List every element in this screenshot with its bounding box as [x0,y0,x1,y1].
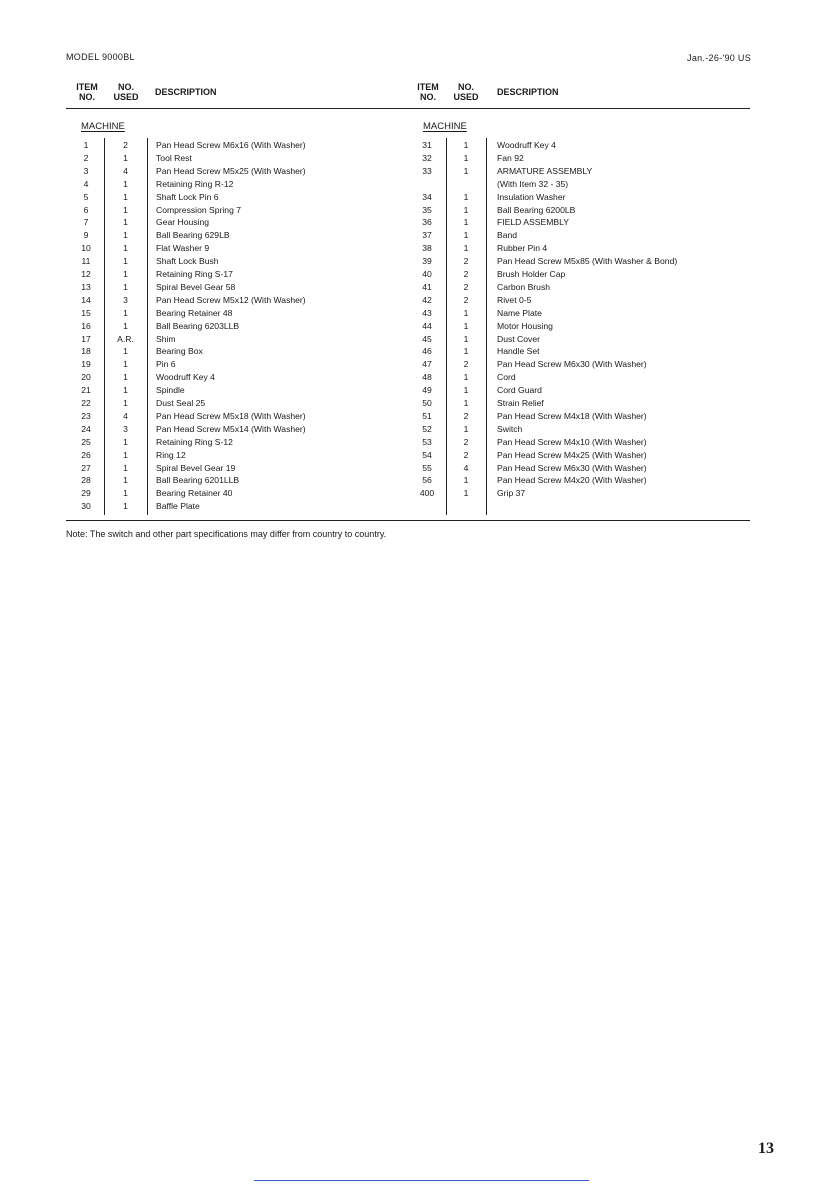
item-number: 3 [83,165,89,176]
item-number: 2 [83,152,89,163]
table-row [66,242,396,255]
quantity-used: 1 [123,359,128,370]
part-description: Retaining Ring R-12 [156,178,234,189]
item-header-line1: ITEM [417,82,439,92]
quantity-used: A.R. [117,333,134,344]
part-description: Fan 92 [497,152,524,163]
item-number: 25 [81,436,91,447]
used-header-line2: USED [453,92,479,102]
table-row [66,165,396,178]
part-description: Woodruff Key 4 [497,140,556,150]
quantity-used: 1 [123,488,128,499]
quantity-used: 1 [123,462,128,473]
table-row [66,307,396,320]
part-description: Pan Head Screw M4x18 (With Washer) [497,410,647,421]
part-description: Pan Head Screw M5x12 (With Washer) [156,294,306,305]
quantity-used: 1 [123,436,128,447]
part-description: Pan Head Screw M4x25 (With Washer) [497,449,647,460]
date-header: Jan.-26-'90 US [687,53,751,63]
item-number: 45 [422,333,432,344]
quantity-used: 1 [123,398,128,408]
table-row [66,462,396,475]
table-row [66,423,396,436]
item-header-line2: NO. [78,92,95,102]
quantity-used: 1 [123,475,128,486]
table-row [408,229,750,242]
table-row [66,294,396,307]
item-number: 32 [422,152,432,163]
table-row [66,500,396,513]
quantity-used: 1 [123,230,128,241]
part-description: Flat Washer 9 [156,243,210,254]
quantity-used: 1 [123,281,128,292]
right-description-header: DESCRIPTION [497,87,559,97]
item-number: 11 [81,256,91,267]
quantity-used: 1 [123,307,128,318]
quantity-used: 1 [463,423,469,434]
table-row [408,191,750,204]
quantity-used: 1 [463,475,469,486]
quantity-used: 1 [123,217,128,228]
part-description: Switch [497,423,523,434]
used-header-line1: NO. [457,82,474,92]
table-row [66,191,396,204]
part-description: Spiral Bevel Gear 58 [156,281,236,292]
model-header: MODEL 9000BL [66,52,135,62]
left-section-title: MACHINE [81,121,125,132]
item-number: 5 [83,191,89,202]
part-description: Shaft Lock Pin 6 [156,191,219,202]
quantity-used: 4 [123,410,128,421]
part-description: Pan Head Screw M5x25 (With Washer) [156,165,306,176]
table-row [408,462,750,475]
table-row [408,268,750,281]
table-row [408,204,750,217]
table-row [408,345,750,358]
item-number: 38 [422,243,432,254]
table-row [408,152,750,165]
table-row [408,358,750,371]
item-number: 33 [422,165,432,176]
item-number: 51 [422,410,432,421]
table-row [408,384,750,397]
part-description: Insulation Washer [497,191,566,202]
quantity-used: 2 [463,410,469,421]
part-description: Dust Seal 25 [156,398,206,408]
quantity-used: 2 [463,436,469,447]
table-row [66,320,396,333]
part-description: Ball Bearing 6200LB [497,204,576,215]
table-row [408,371,750,384]
item-number: 22 [81,398,91,408]
bottom-link-underline [254,1180,589,1181]
table-row [66,204,396,217]
quantity-used: 2 [463,359,469,370]
part-description: Pan Head Screw M5x85 (With Washer & Bond) [497,256,678,267]
table-row [66,333,396,346]
item-number: 9 [83,230,89,241]
table-row [66,152,396,165]
part-description: Bearing Retainer 40 [156,488,233,499]
item-number: 49 [422,385,432,396]
part-description: Pan Head Screw M4x10 (With Washer) [497,436,647,447]
quantity-used: 4 [463,462,469,473]
item-number: 12 [81,269,91,279]
item-number: 7 [83,217,89,228]
quantity-used: 1 [123,204,128,215]
item-number: 34 [422,191,432,202]
quantity-used: 1 [463,191,469,202]
table-row [66,178,396,191]
item-header-line2: NO. [419,92,436,102]
table-row [66,345,396,358]
part-description: Shaft Lock Bush [156,256,219,267]
item-number: 30 [81,501,91,512]
part-description: Ball Bearing 6203LLB [156,320,240,331]
table-row [66,281,396,294]
item-number: 41 [422,281,432,292]
table-row [408,436,750,449]
quantity-used: 1 [123,449,128,460]
used-header-line1: NO. [117,82,134,92]
quantity-used: 1 [463,333,469,344]
part-description: Woodruff Key 4 [156,372,215,383]
item-number: 44 [422,320,432,331]
part-description: Name Plate [497,307,542,318]
quantity-used: 1 [123,243,128,254]
right-no-used-header [447,82,485,102]
left-description-header: DESCRIPTION [155,87,217,97]
table-row [66,436,396,449]
item-number: 16 [81,320,91,331]
quantity-used: 1 [463,307,469,318]
quantity-used: 1 [123,320,128,331]
item-number: 17 [81,333,91,344]
table-row [66,139,396,152]
part-description: Gear Housing [156,217,210,228]
quantity-used: 1 [123,191,128,202]
right-item-no-header [410,82,446,102]
left-item-no-header [70,82,104,102]
right-section-title: MACHINE [423,121,467,132]
item-number: 53 [422,436,432,447]
quantity-used: 4 [123,165,128,176]
table-row [66,410,396,423]
header-rule [66,108,750,109]
quantity-used: 1 [123,346,128,357]
part-description: Ball Bearing 629LB [156,230,230,241]
item-number: 19 [81,359,91,370]
item-number: 28 [81,475,91,486]
item-number: 20 [81,372,91,383]
item-number: 43 [422,307,432,318]
left-no-used-header [107,82,145,102]
item-number: 37 [422,230,432,241]
note-text: Note: The switch and other part specifications may differ from country to country. [66,529,387,539]
part-description: Pan Head Screw M6x16 (With Washer) [156,140,306,150]
table-row [408,397,750,410]
item-number: 15 [81,307,91,318]
quantity-used: 1 [123,501,128,512]
table-row [66,229,396,242]
quantity-used: 1 [463,243,469,254]
part-description: (With Item 32 - 35) [497,178,569,189]
table-row [66,397,396,410]
quantity-used: 1 [463,346,469,357]
quantity-used: 3 [123,423,128,434]
quantity-used: 1 [123,269,128,279]
table-row [66,371,396,384]
quantity-used: 1 [123,178,128,189]
part-description: Rivet 0-5 [497,294,532,305]
quantity-used: 1 [463,488,469,499]
quantity-used: 2 [463,294,469,305]
item-number: 39 [422,256,432,267]
item-number: 27 [81,462,91,473]
item-number: 18 [81,346,91,357]
quantity-used: 2 [463,449,469,460]
quantity-used: 1 [463,217,469,228]
quantity-used: 3 [123,294,128,305]
quantity-used: 1 [123,256,128,267]
part-description: Spiral Bevel Gear 19 [156,462,236,473]
table-row [408,139,750,152]
item-number: 47 [422,359,432,370]
quantity-used: 1 [463,398,469,408]
part-description: Pan Head Screw M6x30 (With Washer) [497,462,647,473]
part-description: Band [497,230,518,241]
table-row [408,178,750,191]
part-description: Bearing Retainer 48 [156,307,233,318]
item-number: 13 [81,281,91,292]
item-number: 1 [83,140,89,150]
table-row [408,294,750,307]
part-description: Baffle Plate [156,501,200,512]
item-number: 23 [81,410,91,421]
quantity-used: 1 [463,320,469,331]
page-number: 13 [758,1140,774,1157]
table-row [66,216,396,229]
item-number: 31 [422,140,432,150]
table-row [408,320,750,333]
table-row [408,165,750,178]
part-description: Ball Bearing 6201LLB [156,475,240,486]
part-description: Carbon Brush [497,281,551,292]
table-row [66,255,396,268]
part-description: Dust Cover [497,333,540,344]
table-row [408,255,750,268]
quantity-used: 1 [463,372,469,383]
item-number: 52 [422,423,432,434]
part-description: Pan Head Screw M4x20 (With Washer) [497,475,647,486]
quantity-used: 1 [463,204,469,215]
item-number: 6 [83,204,89,215]
table-row [408,410,750,423]
quantity-used: 2 [463,256,469,267]
item-number: 36 [422,217,432,228]
item-number: 10 [81,243,91,254]
part-description: Retaining Ring S-12 [156,436,233,447]
part-description: Tool Rest [156,152,192,163]
item-number: 26 [81,449,91,460]
footer-rule [66,520,750,521]
item-number: 54 [422,449,432,460]
part-description: Pan Head Screw M5x18 (With Washer) [156,410,306,421]
table-row [66,358,396,371]
part-description: ARMATURE ASSEMBLY [497,165,593,176]
table-row [408,281,750,294]
part-description: Motor Housing [497,320,553,331]
quantity-used: 1 [463,140,469,150]
table-row [408,333,750,346]
item-number: 21 [81,385,91,396]
quantity-used: 2 [463,269,469,279]
item-header-line1: ITEM [76,82,98,92]
table-row [408,216,750,229]
used-header-line2: USED [113,92,139,102]
table-row [66,449,396,462]
part-description: Pan Head Screw M6x30 (With Washer) [497,359,647,370]
part-description: Pan Head Screw M5x14 (With Washer) [156,423,306,434]
item-number: 4 [83,178,89,189]
part-description: Shim [156,333,176,344]
quantity-used: 2 [123,140,128,150]
table-row [408,423,750,436]
item-number: 40 [422,269,432,279]
quantity-used: 1 [123,385,128,396]
item-number: 35 [422,204,432,215]
part-description: FIELD ASSEMBLY [497,217,569,228]
part-description: Pin 6 [156,359,176,370]
part-description: Spindle [156,385,185,396]
item-number: 24 [81,423,91,434]
part-description: Retaining Ring S-17 [156,269,233,279]
table-row [408,242,750,255]
table-row [66,487,396,500]
item-number: 42 [422,294,432,305]
part-description: Rubber Pin 4 [497,243,548,254]
quantity-used: 1 [463,152,469,163]
item-number: 46 [422,346,432,357]
table-row [408,487,750,500]
part-description: Bearing Box [156,346,203,357]
part-description: Strain Relief [497,398,544,408]
part-description: Brush Holder Cap [497,269,566,279]
part-description: Compression Spring 7 [156,204,242,215]
quantity-used: 1 [123,372,128,383]
quantity-used: 2 [463,281,469,292]
table-row [66,384,396,397]
quantity-used: 1 [463,385,469,396]
table-row [408,474,750,487]
part-description: Cord [497,372,516,383]
quantity-used: 1 [463,165,469,176]
item-number: 29 [81,488,91,499]
part-description: Cord Guard [497,385,542,396]
quantity-used: 1 [123,152,128,163]
table-row [66,268,396,281]
table-row [66,474,396,487]
item-number: 56 [422,475,432,486]
item-number: 55 [422,462,432,473]
table-row [408,307,750,320]
part-description: Ring 12 [156,449,186,460]
table-row [408,449,750,462]
part-description: Handle Set [497,346,540,357]
item-number: 50 [422,398,432,408]
quantity-used: 1 [463,230,469,241]
part-description: Grip 37 [497,488,526,499]
item-number: 48 [422,372,432,383]
item-number: 14 [81,294,91,305]
item-number: 400 [419,488,435,499]
